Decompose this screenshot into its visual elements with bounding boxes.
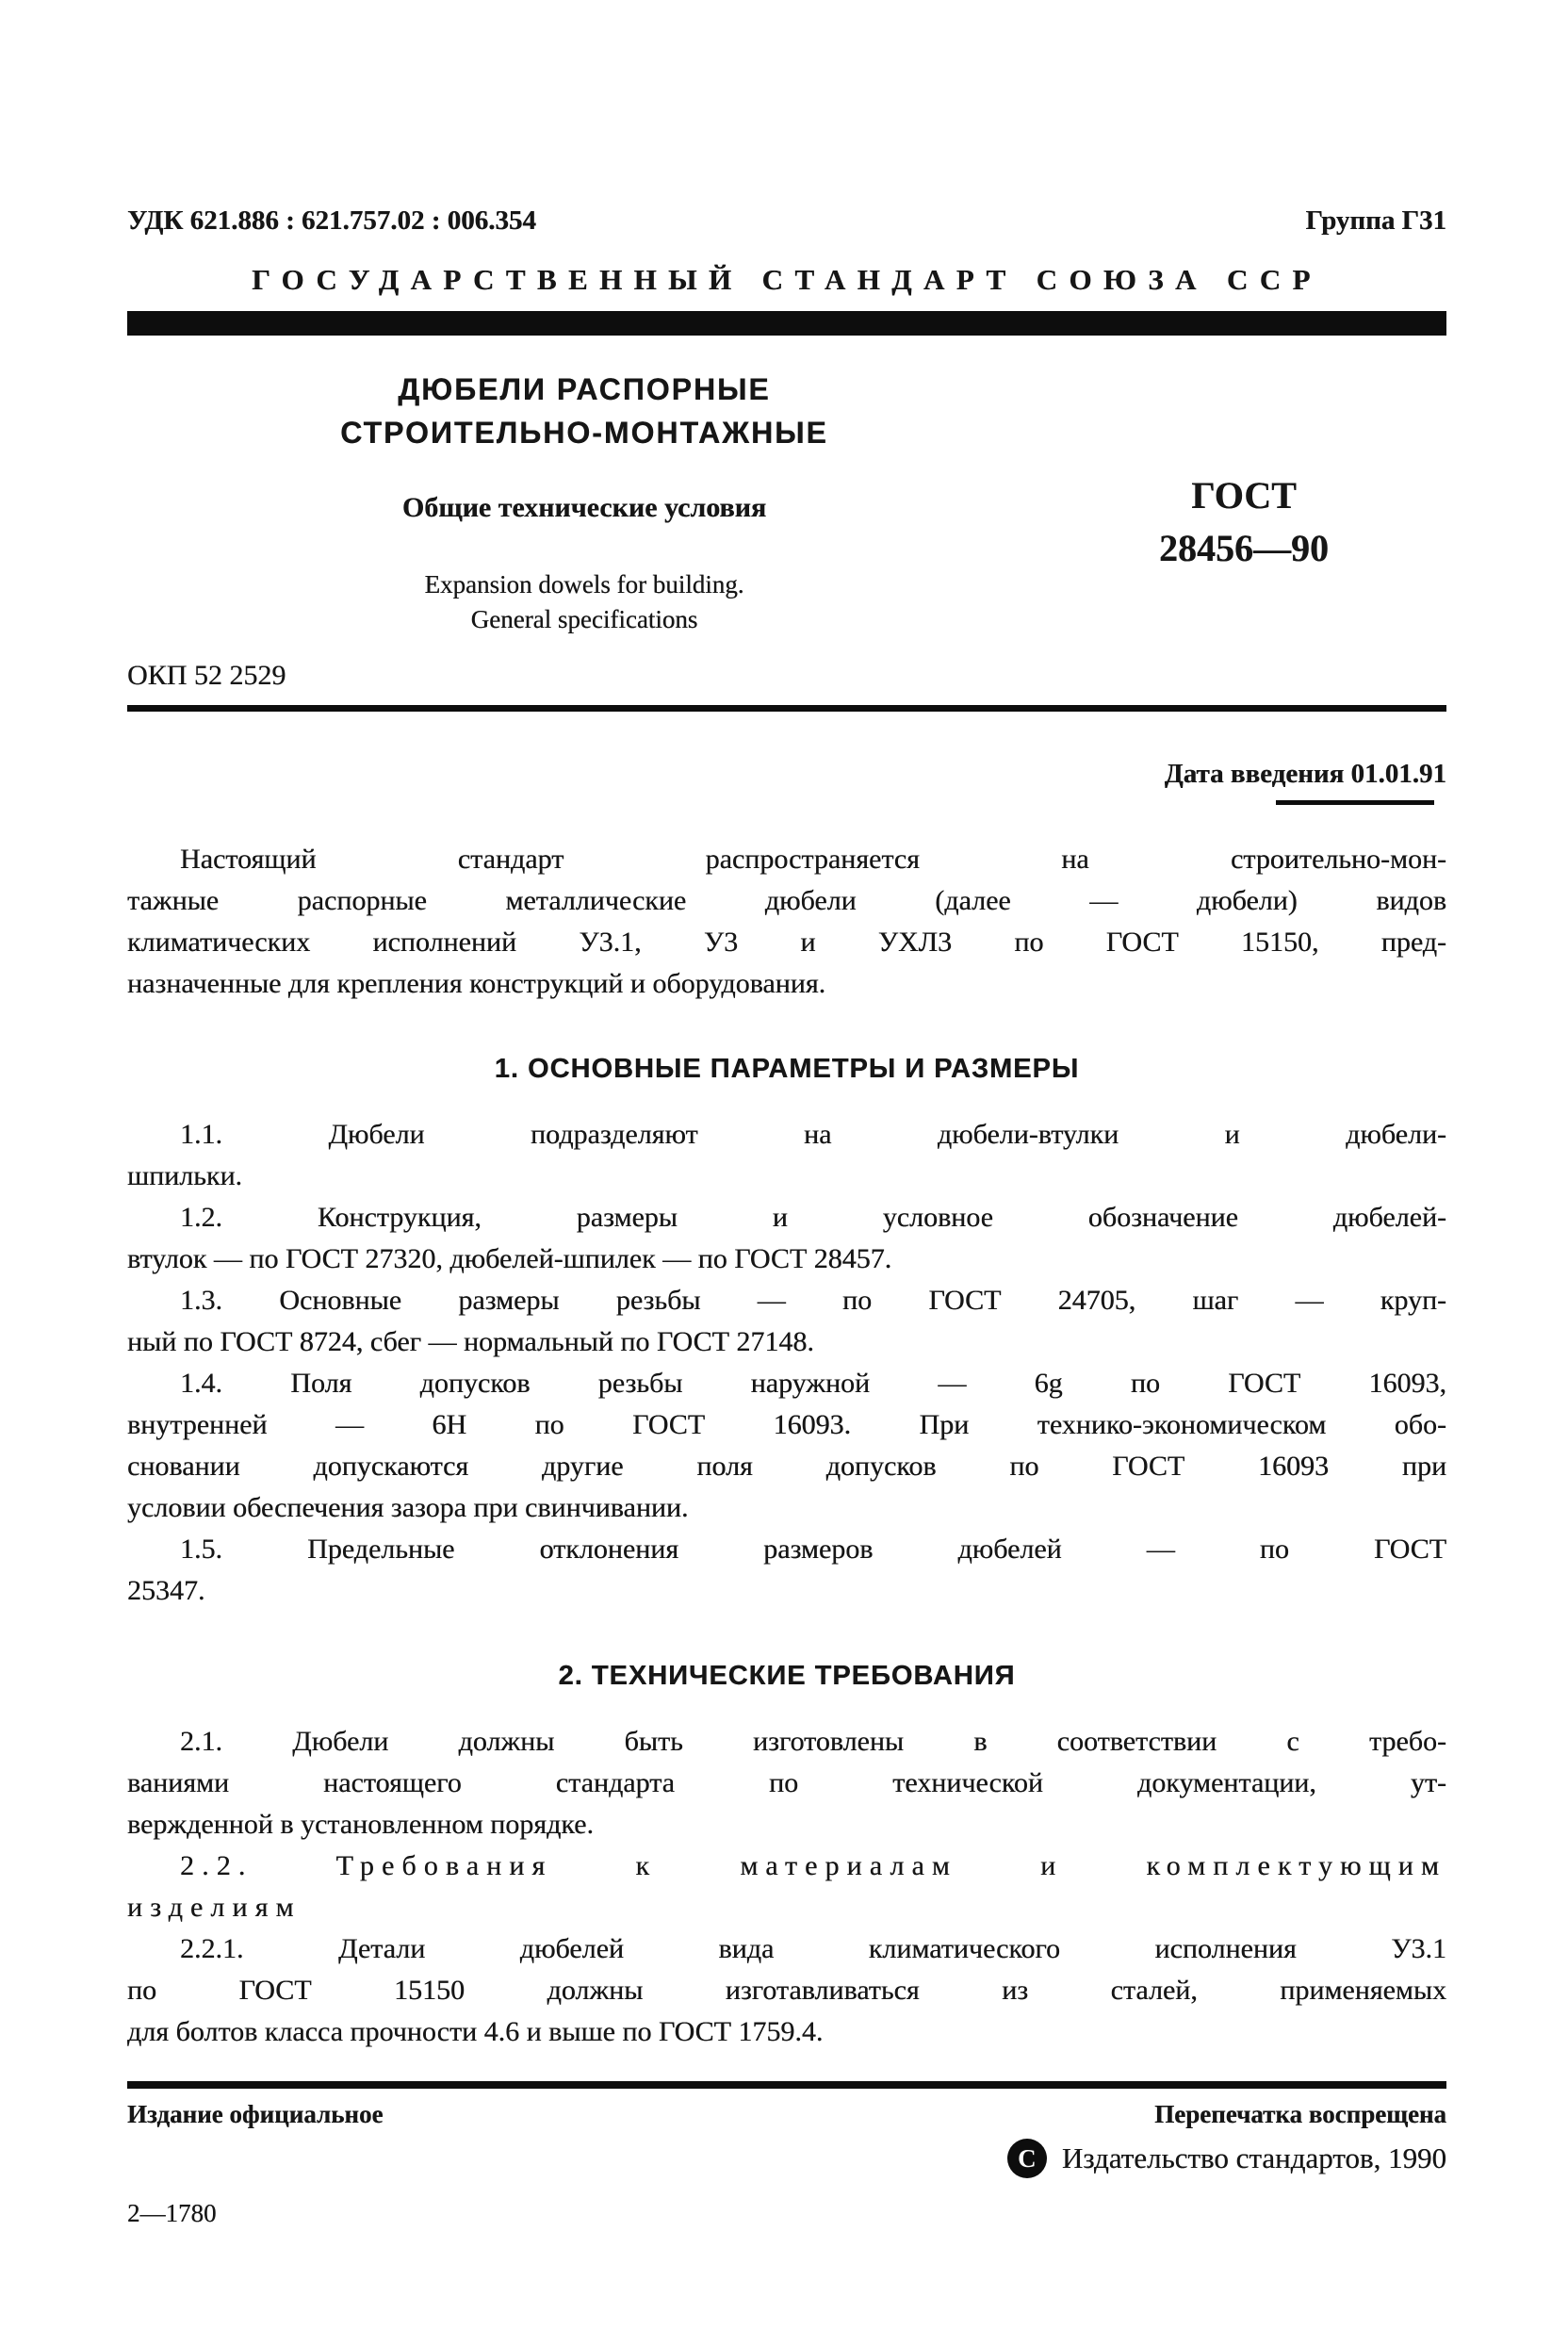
paragraph-line: ваниями настоящего стандарта по технической документации, ут- [127,1767,1446,1798]
paragraph-line: шпильки. [127,1160,242,1191]
paragraph-line: 1.5. Предельные отклонения размеров дюбелей — по ГОСТ [180,1534,1446,1565]
paragraph-2-1 [127,1721,1446,1846]
reprint-notice: Перепечатка воспрещена [1154,2100,1446,2128]
paragraph-line: вержденной в установленном порядке. [127,1809,594,1840]
effective-date: Дата введения 01.01.91 [1164,759,1446,789]
udk-code: УДК 621.886 : 621.757.02 : 006.354 [127,205,536,236]
print-order-number: 2—1780 [127,2199,217,2227]
title-column [127,368,1041,637]
classification-row [127,205,1446,237]
section-1-heading: 1. ОСНОВНЫЕ ПАРАМЕТРЫ И РАЗМЕРЫ [494,1054,1080,1084]
paragraph-line: 2.1. Дюбели должны быть изготовлены в соответствии с требо- [180,1726,1446,1757]
paragraph-line: втулок — по ГОСТ 27320, дюбелей-шпилек — по ГОСТ 28457. [127,1243,892,1274]
paragraph-line: 1.2. Конструкция, размеры и условное обозначение дюбелей- [180,1202,1446,1233]
official-edition-label: Издание официальное [127,2100,384,2128]
paragraph-line: 1.1. Дюбели подразделяют на дюбели-втулки и дюбели- [180,1119,1446,1150]
paragraph-line: по ГОСТ 15150 должны изготавливаться из сталей, применяемых [127,1975,1446,2006]
doc-title-en-line2: General specifications [470,605,698,633]
doc-title-ru-line1: ДЮБЕЛИ РАСПОРНЫЕ [398,372,771,406]
intro-paragraph [127,839,1446,1005]
gost-designation-number: 28456—90 [1159,527,1329,569]
copyright-icon: С [1007,2139,1047,2178]
footer-rule [127,2081,1446,2089]
paragraph-line: 1.4. Поля допусков резьбы наружной — 6g по ГОСТ 16093, [180,1368,1446,1399]
paragraph-line: 2.2. Требования к материалам и комплектующим [180,1850,1446,1881]
paragraph-line: 1.3. Основные размеры резьбы — по ГОСТ 24705, шаг — круп- [180,1285,1446,1316]
paragraph-line: 25347. [127,1575,205,1606]
banner-rule [127,311,1446,336]
paragraph-1-2 [127,1197,1446,1280]
doc-title-en-line1: Expansion dowels for building. [424,570,744,599]
section-2-heading: 2. ТЕХНИЧЕСКИЕ ТРЕБОВАНИЯ [558,1661,1016,1691]
paragraph-line: климатических исполнений У3.1, У3 и УХЛ3 по ГОСТ 15150, пред- [127,927,1446,958]
paragraph-line: внутренней — 6H по ГОСТ 16093. При технико-экономическом обо- [127,1409,1446,1440]
paragraph-2-2-1 [127,1928,1446,2053]
doc-subtitle: Общие технические условия [401,492,767,523]
designation-column [1041,368,1446,637]
copyright-line [127,2139,1446,2178]
okp-code: ОКП 52 2529 [127,660,286,691]
paragraph-line: тажные распорные металлические дюбели (далее — дюбели) видов [127,885,1446,916]
header-rule [127,705,1446,712]
paragraph-2-2 [127,1846,1446,1928]
date-underline [1276,800,1434,805]
paragraph-1-1 [127,1114,1446,1197]
paragraph-line: сновании допускаются другие поля допусков по ГОСТ 16093 при [127,1451,1446,1482]
doc-title-ru-line2: СТРОИТЕЛЬНО-МОНТАЖНЫЕ [340,416,828,450]
paragraph-line: условии обеспечения зазора при свинчивании. [127,1492,689,1523]
publisher-label: Издательство стандартов, 1990 [1061,2141,1446,2174]
title-block [127,368,1446,637]
group-code: Группа Г31 [1305,205,1446,236]
paragraph-1-3 [127,1280,1446,1363]
paragraph-line: для болтов класса прочности 4.6 и выше по ГОСТ 1759.4. [127,2016,824,2047]
document-body [127,839,1446,2053]
paragraph-line: изделиям [127,1892,302,1923]
gost-designation-word: ГОСТ [1191,474,1297,517]
gost-banner-title: ГОСУДАРСТВЕННЫЙ СТАНДАРТ СОЮЗА ССР [252,263,1322,296]
paragraph-line: назначенные для крепления конструкций и оборудования. [127,968,826,999]
paragraph-1-5 [127,1529,1446,1612]
footer-row [127,2100,1446,2129]
paragraph-line: 2.2.1. Детали дюбелей вида климатического исполнения У3.1 [180,1933,1446,1964]
paragraph-line: Настоящий стандарт распространяется на строительно-мон- [180,844,1446,875]
paragraph-1-4 [127,1363,1446,1529]
paragraph-line: ный по ГОСТ 8724, сбег — нормальный по ГОСТ 27148. [127,1326,814,1357]
